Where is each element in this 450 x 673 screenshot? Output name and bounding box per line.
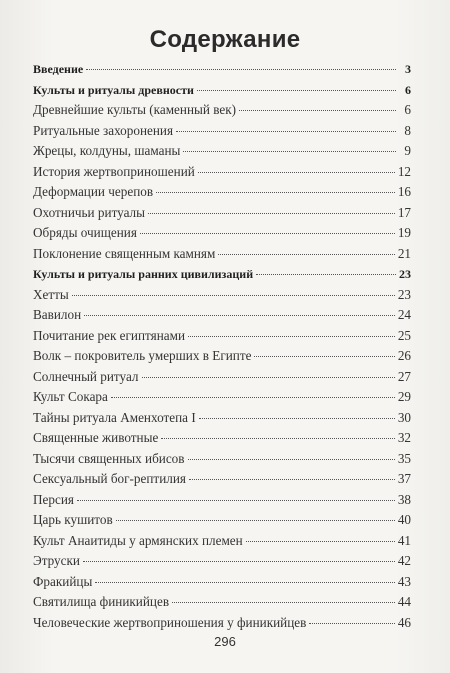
toc-entry (33, 141, 411, 162)
toc-entry-page-number: 46 (397, 614, 411, 630)
dot-leader (142, 377, 395, 378)
toc-entry (33, 223, 411, 244)
toc-entry-page-number: 23 (399, 267, 411, 281)
toc-entry-page-number: 27 (397, 368, 411, 384)
toc-entry-title: Введение (33, 62, 84, 76)
dot-leader (84, 315, 395, 316)
dot-leader (72, 295, 395, 296)
dot-leader (161, 438, 395, 439)
dot-leader (156, 192, 395, 193)
toc-entry (33, 285, 411, 306)
toc-entry-title: Священные животные (33, 430, 159, 445)
toc-entry (33, 387, 411, 408)
toc-entry (33, 428, 411, 449)
toc-entry (33, 244, 411, 265)
toc-entry-title: История жертвоприношений (33, 163, 195, 179)
toc-entry-title: Почитание рек египтянами (33, 327, 186, 343)
toc-entry (33, 592, 411, 613)
toc-entry (33, 100, 411, 121)
toc-entry (33, 469, 411, 490)
dot-leader (246, 541, 395, 542)
toc-section-entry (33, 264, 411, 285)
toc-section-entry (33, 80, 411, 101)
toc-entry-title: Тайны ритуала Аменхотепа I (33, 409, 196, 425)
toc-entry-page-number: 6 (404, 102, 411, 117)
toc-entry (33, 613, 411, 634)
toc-entry-page-number: 29 (397, 389, 411, 404)
toc-entry-title: Святилища финикийцев (33, 594, 170, 609)
toc-entry-title: Древнейшие культы (каменный век) (33, 102, 237, 117)
toc-entry (33, 182, 411, 203)
toc-entry-title: Ритуальные захоронения (33, 122, 174, 138)
dot-leader (188, 459, 395, 460)
toc-section-entry (33, 59, 411, 80)
toc-entry-title: Поклонение священным камням (33, 245, 216, 261)
dot-leader (198, 172, 395, 173)
toc-entry-title: Вавилон (33, 307, 82, 322)
dot-leader (189, 479, 395, 480)
dot-leader (148, 213, 395, 214)
toc-entry-title: Персия (33, 491, 74, 507)
toc-entry-title: Волк – покровитель умерших в Египте (33, 348, 252, 363)
toc-entry-page-number: 23 (397, 286, 411, 302)
dot-leader (176, 131, 396, 132)
toc-entry-page-number: 6 (405, 82, 411, 97)
toc-entry-page-number: 16 (397, 184, 411, 199)
toc-entry-title: Царь кушитов (33, 512, 113, 527)
toc-entry-page-number: 44 (397, 594, 411, 609)
dot-leader (140, 233, 395, 234)
dot-leader (111, 397, 395, 398)
toc-entry-title: Жрецы, колдуны, шаманы (33, 143, 181, 158)
toc-entry-title: Культы и ритуалы древности (33, 82, 194, 97)
dot-leader (77, 500, 395, 501)
toc-entry-title: Охотничьи ритуалы (33, 204, 145, 220)
dot-leader (309, 623, 394, 624)
toc-entry-title: Солнечный ритуал (33, 368, 139, 384)
dot-leader (116, 520, 395, 521)
toc-entry-page-number: 17 (397, 204, 411, 220)
toc-entry (33, 572, 411, 593)
toc-entry-title: Культ Сокара (33, 389, 108, 404)
dot-leader (197, 90, 396, 91)
toc-entry (33, 367, 411, 388)
toc-entry (33, 551, 411, 572)
toc-entry (33, 408, 411, 429)
toc-entry-page-number: 21 (397, 245, 411, 261)
toc-entry-page-number: 12 (397, 163, 411, 179)
toc-entry-page-number: 25 (397, 327, 411, 343)
dot-leader (86, 69, 396, 70)
toc-entry (33, 326, 411, 347)
toc-entry (33, 121, 411, 142)
toc-entry-page-number: 3 (405, 62, 411, 76)
toc-entry-title: Культ Анаитиды у армянских племен (33, 532, 243, 548)
dot-leader (172, 602, 395, 603)
toc-entry (33, 449, 411, 470)
dot-leader (256, 274, 396, 275)
dot-leader (218, 254, 394, 255)
dot-leader (254, 356, 394, 357)
toc-entry-page-number: 38 (397, 491, 411, 507)
toc-entry (33, 510, 411, 531)
toc-entry (33, 490, 411, 511)
table-of-contents (33, 59, 411, 633)
toc-entry-page-number: 19 (397, 225, 411, 240)
toc-entry-title: Человеческие жертвоприношения у финикийцев (33, 614, 307, 630)
toc-entry-title: Сексуальный бог-рептилия (33, 471, 186, 486)
toc-entry-title: Хетты (33, 286, 69, 302)
toc-entry-page-number: 40 (397, 512, 411, 527)
toc-entry (33, 203, 411, 224)
dot-leader (239, 110, 396, 111)
dot-leader (188, 336, 395, 337)
toc-entry-page-number: 26 (397, 348, 411, 363)
toc-entry-page-number: 8 (404, 122, 411, 138)
toc-entry-page-number: 41 (397, 532, 411, 548)
toc-entry-title: Тысячи священных ибисов (33, 450, 185, 466)
toc-entry-title: Фракийцы (33, 573, 93, 589)
toc-entry-page-number: 43 (397, 573, 411, 589)
toc-entry-page-number: 32 (397, 430, 411, 445)
contents-heading: Содержание (149, 26, 301, 53)
toc-entry-page-number: 37 (397, 471, 411, 486)
toc-entry (33, 305, 411, 326)
dot-leader (83, 561, 395, 562)
toc-entry-title: Этруски (33, 553, 80, 568)
toc-entry-page-number: 9 (404, 143, 411, 158)
dot-leader (183, 151, 396, 152)
toc-entry-title: Деформации черепов (33, 184, 154, 199)
toc-entry-page-number: 30 (397, 409, 411, 425)
toc-entry-page-number: 42 (397, 553, 411, 568)
toc-entry (33, 346, 411, 367)
page-number: 296 (214, 634, 236, 649)
toc-entry-title: Обряды очищения (33, 225, 137, 240)
dot-leader (199, 418, 395, 419)
toc-entry (33, 531, 411, 552)
toc-entry-page-number: 24 (397, 307, 411, 322)
toc-entry (33, 162, 411, 183)
toc-entry-title: Культы и ритуалы ранних цивилизаций (33, 267, 254, 281)
dot-leader (95, 582, 395, 583)
toc-entry-page-number: 35 (397, 450, 411, 466)
